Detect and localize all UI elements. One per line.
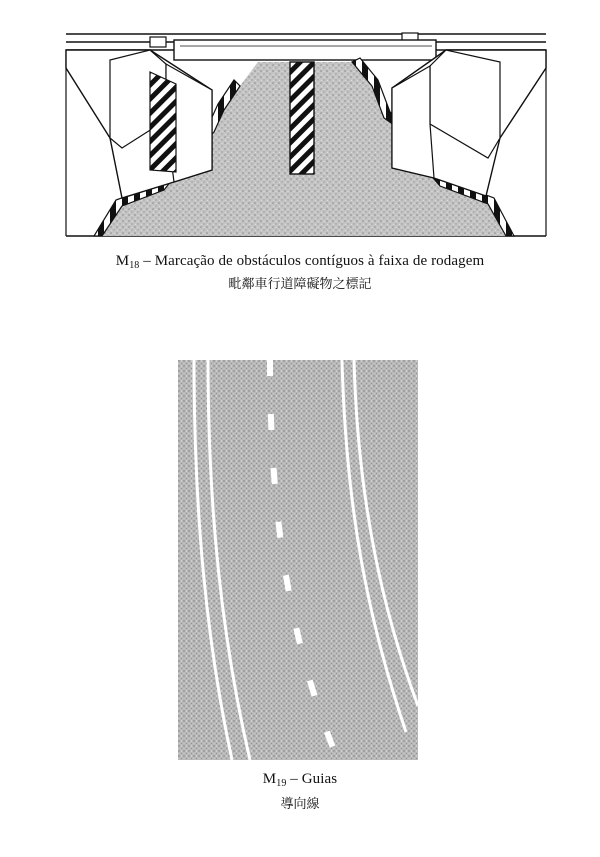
figure-m19-title-pt: – Guias bbox=[286, 771, 338, 787]
figure-m19-subscript: 19 bbox=[276, 778, 287, 789]
figure-m19-caption bbox=[0, 771, 600, 789]
overhead-beam bbox=[174, 40, 436, 60]
figure-m18-code: M bbox=[115, 253, 130, 269]
figure-m18-subscript: 18 bbox=[129, 260, 140, 271]
figure-m18-title-zh: 毗鄰車行道障礙物之標記 bbox=[228, 277, 372, 292]
figure-m19-illustration bbox=[178, 360, 418, 760]
central-column bbox=[290, 62, 314, 174]
left-pillar bbox=[66, 50, 212, 198]
figure-m18-illustration bbox=[62, 28, 550, 244]
figure-m18-title-pt: – Marcação de obstáculos contíguos à faixa de rodagem bbox=[139, 253, 485, 269]
right-pillar bbox=[392, 50, 546, 196]
figure-m19-title-zh: 導向線 bbox=[280, 797, 320, 812]
left-pillar-hatching bbox=[150, 72, 176, 172]
figure-m18-caption bbox=[0, 253, 600, 271]
figure-m19-code: M bbox=[262, 771, 277, 787]
road-surface bbox=[178, 360, 418, 760]
